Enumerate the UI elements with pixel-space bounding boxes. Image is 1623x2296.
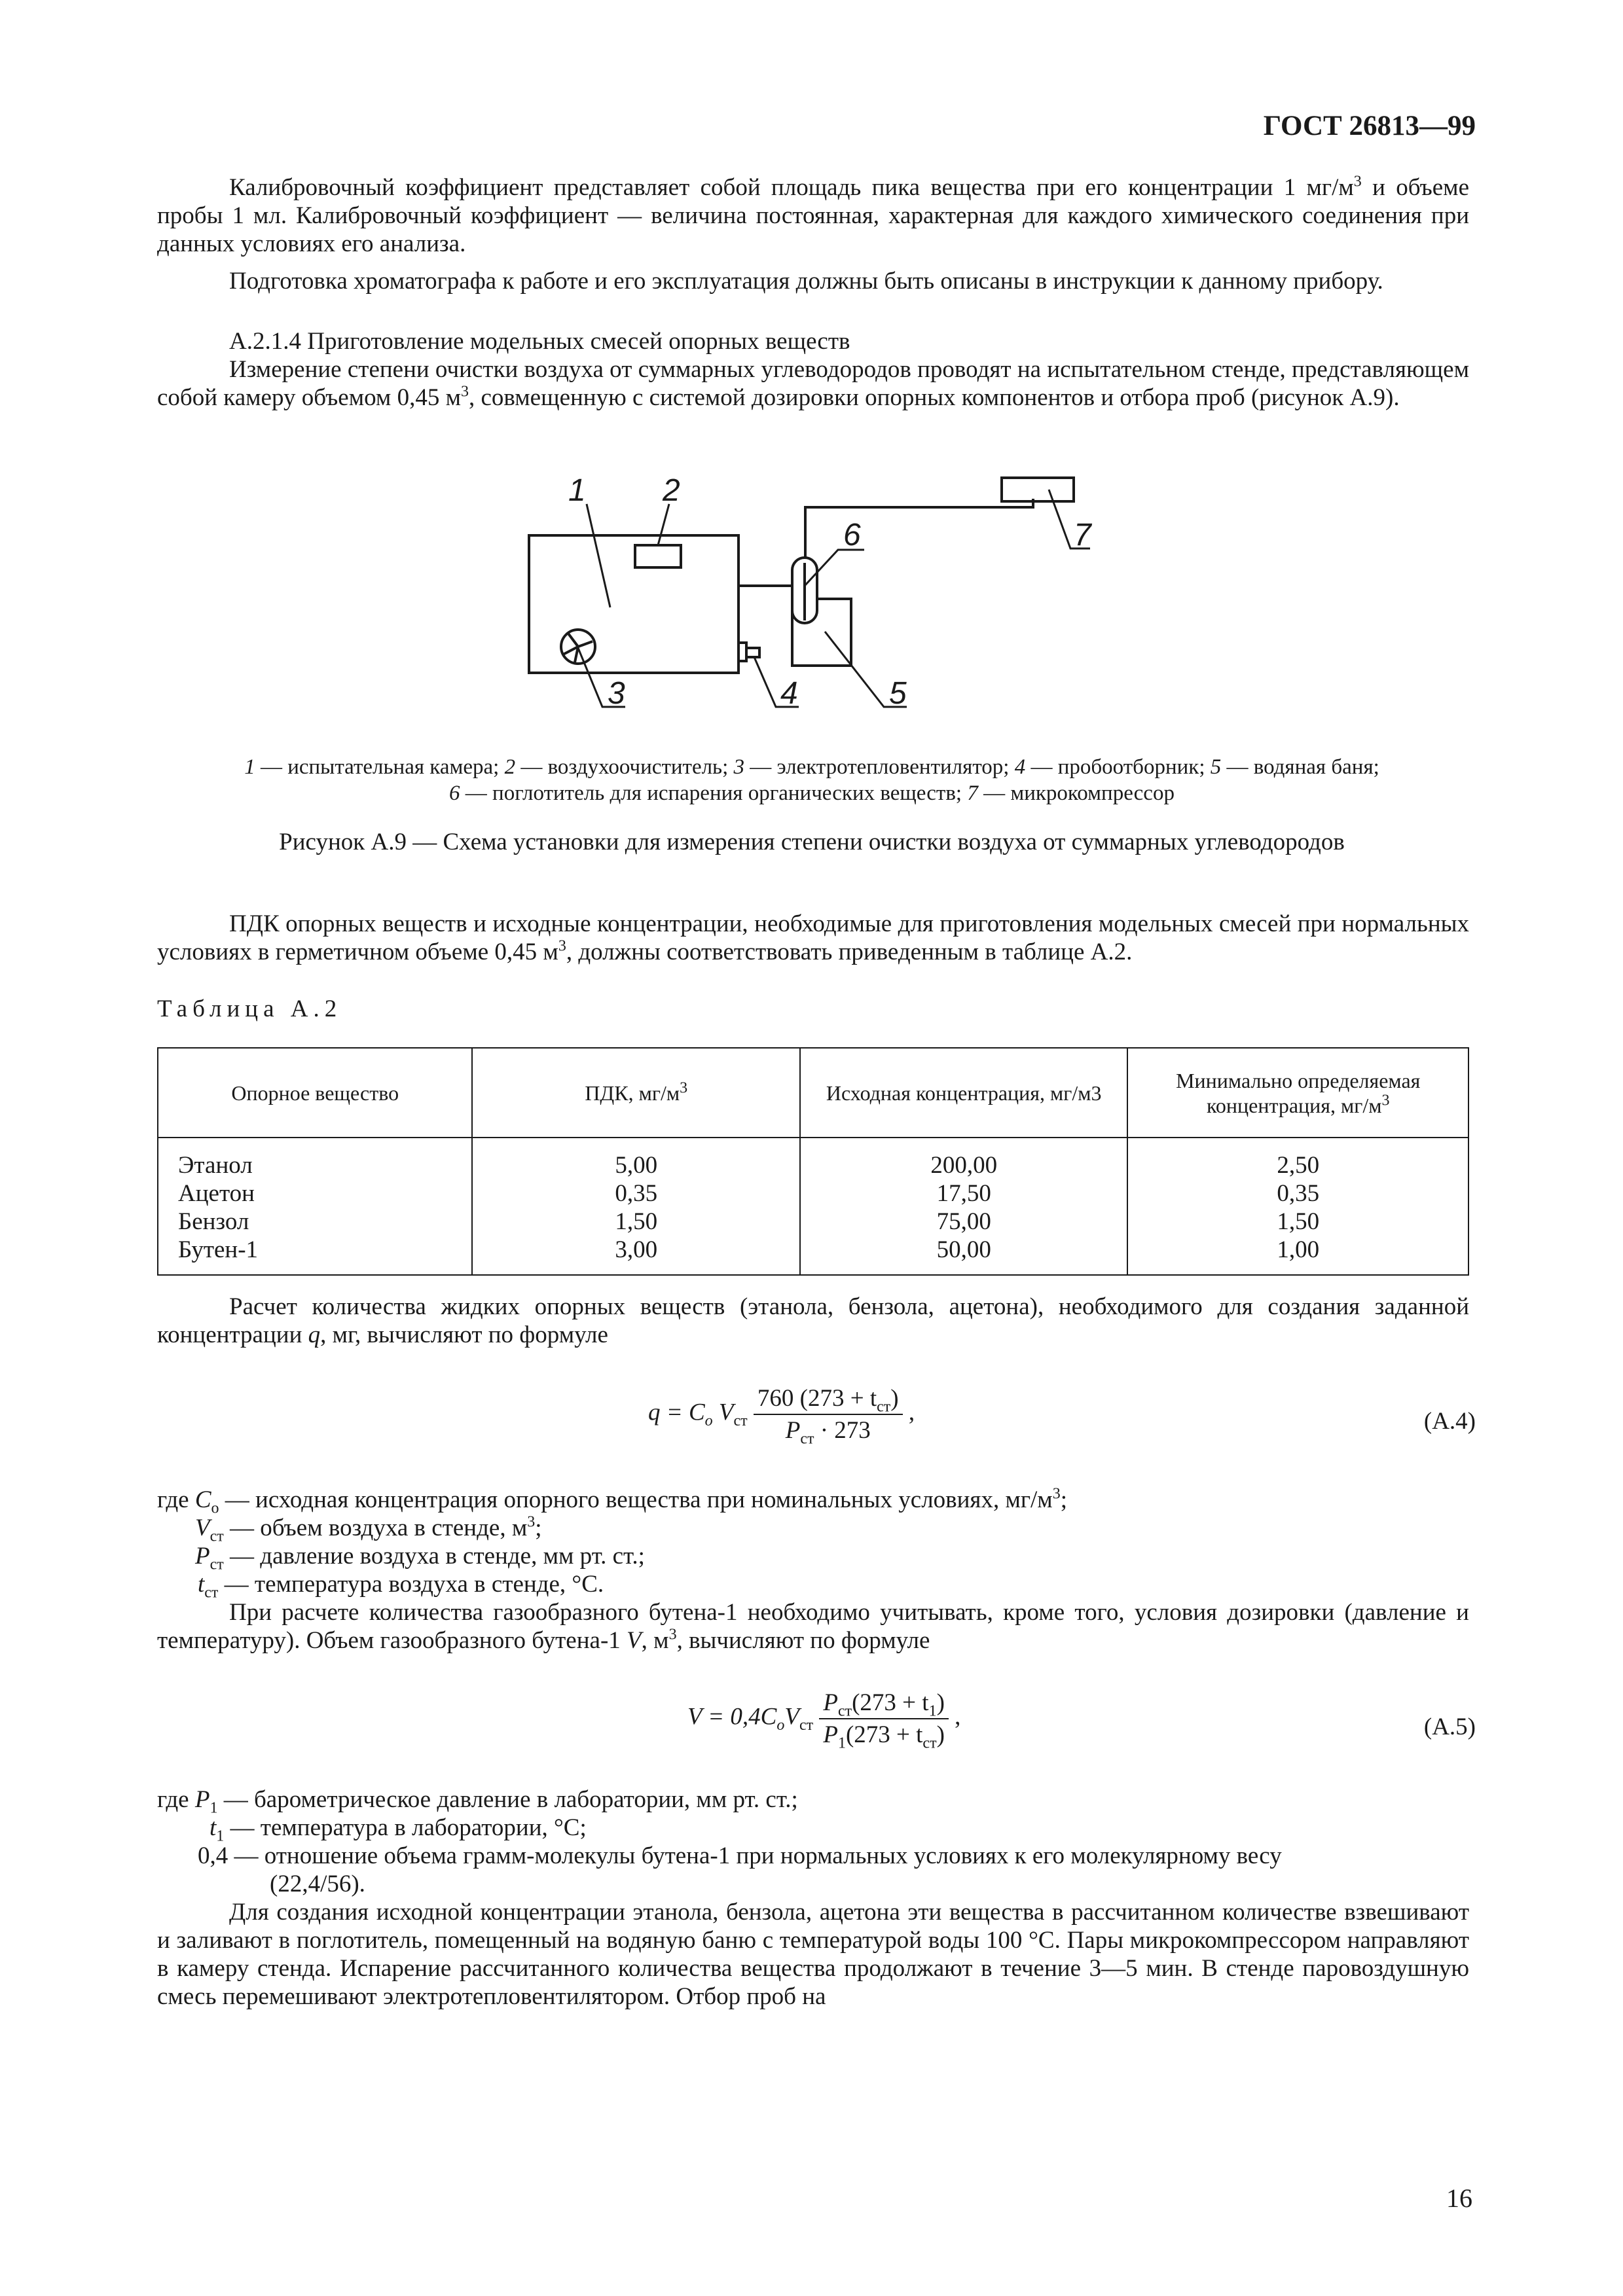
leader-2 — [658, 504, 669, 545]
cell-pdk: 3,00 — [472, 1236, 800, 1275]
label-1: 1 — [568, 473, 586, 508]
definition-row: $P_{ст}$ — давление воздуха в стенде, мм рт. ст.; — [195, 1543, 645, 1573]
label-3: 3 — [608, 676, 625, 711]
cell-pdk: 1,50 — [472, 1208, 800, 1236]
cell-substance: Бензол — [158, 1208, 472, 1236]
table-row — [158, 1236, 1468, 1275]
paragraph-text: и объеме пробы 1 мл. Калибровочный коэффициент — величина постоянная, характерная для каждого химического соединения при данных условиях его анализа. — [157, 174, 1469, 257]
col-header-substance: Опорное вещество — [158, 1048, 472, 1138]
table-row — [158, 1138, 1468, 1179]
superscript: 3 — [1353, 173, 1362, 190]
cell-initial: 75,00 — [800, 1208, 1128, 1236]
paragraph-text: , совмещенную с системой дозировки опорных компонентов и отбора проб (рисунок А.9). — [468, 384, 1400, 411]
air-purifier — [635, 545, 681, 567]
cell-substance: Ацетон — [158, 1179, 472, 1208]
paragraph-text: ПДК опорных веществ и исходные концентрации, необходимые для приготовления модельных смесей при нормальных условиях в герметичном объеме 0,45 м — [157, 910, 1469, 965]
table-header-row — [158, 1048, 1468, 1138]
figure-legend-line2: 6 — поглотитель для испарения органических веществ; 7 — микрокомпрессор — [449, 781, 1175, 805]
label-5: 5 — [889, 676, 907, 711]
figure-title: Рисунок А.9 — Схема установки для измерения степени очистки воздуха от суммарных углеводородов — [279, 829, 1345, 855]
cell-initial: 200,00 — [800, 1138, 1128, 1179]
paragraph-text: Калибровочный коэффициент представляет собой площадь пика вещества при его концентрации 1 мг/м — [229, 174, 1354, 201]
definitions-a5 — [157, 1785, 1469, 1898]
paragraph-text: , мг, вычисляют по формуле — [320, 1321, 608, 1348]
definition-row: где $C_o$ — исходная концентрация опорного вещества при номинальных условиях, $мг/м^3$; — [157, 1485, 1068, 1517]
microcompressor — [1002, 478, 1074, 501]
cell-substance: Этанол — [158, 1138, 472, 1179]
leader-1 — [587, 504, 610, 607]
table-row — [158, 1179, 1468, 1208]
pipe-absorber-compressor — [805, 499, 1033, 586]
cell-initial: 17,50 — [800, 1179, 1128, 1208]
definition-row: $V_{ст}$ — объем воздуха в стенде, $м^3$; — [195, 1513, 542, 1545]
table-row — [158, 1208, 1468, 1236]
equation-number-a4: (А.4) — [1423, 1408, 1476, 1435]
section-heading: А.2.1.4 Приготовление модельных смесей опорных веществ — [229, 328, 850, 355]
paragraph-text: При расчете количества газообразного бутена-1 необходимо учитывать, кроме того, условия дозировки (давление и температуру). Объем газообразного бутена-1 — [157, 1599, 1469, 1654]
table-label: Таблица А.2 — [157, 996, 342, 1022]
label-2: 2 — [663, 473, 680, 508]
cell-minimal: 2,50 — [1127, 1138, 1468, 1179]
formula-a5: $V = 0,4C_oV_{ст}$ $\frac{P_{ст}(273 + t_1)}{P_1(273 + t_{ст})}$ , — [687, 1689, 961, 1752]
label-7: 7 — [1074, 518, 1091, 552]
paragraph-liquid-calc — [157, 1293, 1469, 1349]
variable: V — [627, 1627, 642, 1654]
label-6: 6 — [843, 518, 861, 552]
cell-minimal: 1,00 — [1127, 1236, 1468, 1275]
cell-minimal: 0,35 — [1127, 1179, 1468, 1208]
paragraph-text: Расчет количества жидких опорных веществ (этанола, бензола, ацетона), необходимого для создания заданной концентрации — [157, 1293, 1469, 1348]
paragraph-butene-calc: При расчете количества газообразного бутена-1 необходимо учитывать, кроме того, условия дозировки (давление и температуру). Объем газообразного бутена-1 V, $м^3$, вычисляют по формуле — [157, 1599, 1469, 1654]
paragraph-text: , должны соответствовать приведенным в таблице А.2. — [566, 939, 1133, 965]
definition-row: где $P_1$ — барометрическое давление в лаборатории, мм рт. ст.; — [157, 1786, 798, 1817]
paragraph-calibration — [157, 173, 1469, 258]
superscript: 3 — [558, 937, 566, 955]
definition-row: 0,4 — отношение объема грамм-молекулы бутена-1 при нормальных условиях к его молекулярному весу — [198, 1842, 1282, 1869]
col-header-pdk: ПДК, $мг/м^3$ — [472, 1048, 800, 1138]
fraction: $\frac{P_{ст}(273 + t_1)}{P_1(273 + t_{ст})}$ — [819, 1689, 949, 1749]
definition-row: (22,4/56). — [270, 1871, 365, 1897]
superscript: 3 — [460, 383, 469, 401]
paragraph-pdk — [157, 910, 1469, 966]
cell-pdk: 0,35 — [472, 1179, 800, 1208]
definition-row: $t_{ст}$ — температура воздуха в стенде, °С. — [198, 1571, 604, 1602]
sampler — [746, 648, 759, 657]
label-4: 4 — [780, 676, 798, 711]
cell-initial: 50,00 — [800, 1236, 1128, 1275]
paragraph-chromatograph: Подготовка хроматографа к работе и его эксплуатация должны быть описаны в инструкции к данному прибору. — [229, 268, 1383, 295]
fraction: $\frac{760 (273 + t_{ст})}{P_{ст} \cdot 273}$ — [754, 1384, 903, 1444]
fan-blades — [563, 634, 593, 662]
definition-row: $t_1$ — температура в лаборатории, °С; — [210, 1814, 587, 1845]
paragraph-text: , вычисляют по формуле — [676, 1627, 930, 1654]
page-number: 16 — [1446, 2183, 1472, 2213]
formula-a4: $q = C_o$ $V_{ст}$ $\frac{760 (273 + t_{ст})}{P_{ст} \cdot 273}$ , — [648, 1385, 915, 1448]
table-a2 — [157, 1047, 1469, 1276]
cell-substance: Бутен-1 — [158, 1236, 472, 1275]
variable: q — [308, 1321, 321, 1348]
definitions-a4 — [157, 1485, 1469, 1602]
figure-a9-diagram — [498, 458, 1152, 740]
figure-legend-line1: 1 — испытательная камера; 2 — воздухоочиститель; 3 — электротепловентилятор; 4 — пробоотборник; 5 — водяная баня; — [244, 755, 1379, 779]
cell-minimal: 1,50 — [1127, 1208, 1468, 1236]
col-header-minimal: Минимально определяемая концентрация, $мг/м^3$ — [1127, 1048, 1468, 1138]
equation-number-a5: (А.5) — [1423, 1713, 1476, 1740]
col-header-initial: Исходная концентрация, мг/м3 — [800, 1048, 1128, 1138]
paragraph-text: Измерение степени очистки воздуха от суммарных углеводородов проводят на испытательном стенде, представляющем собой камеру объемом 0,45 м — [157, 356, 1469, 411]
cell-pdk: 5,00 — [472, 1138, 800, 1179]
document-header: ГОСТ 26813—99 — [1263, 111, 1476, 141]
paragraph-procedure: Для создания исходной концентрации этанола, бензола, ацетона эти вещества в рассчитанном количестве взвешивают и заливают в поглотитель, помещенный на водяную баню с температурой воды 100 °С. Пары микрокомпрессором направляют в камеру стенда. Испарение рассчитанного количества вещества продолжают в течение 3—5 мин. В стенде паровоздушную смесь перемешивают электротепловентилятором. Отбор проб на — [157, 1899, 1469, 2010]
paragraph-test-stand — [157, 355, 1469, 412]
